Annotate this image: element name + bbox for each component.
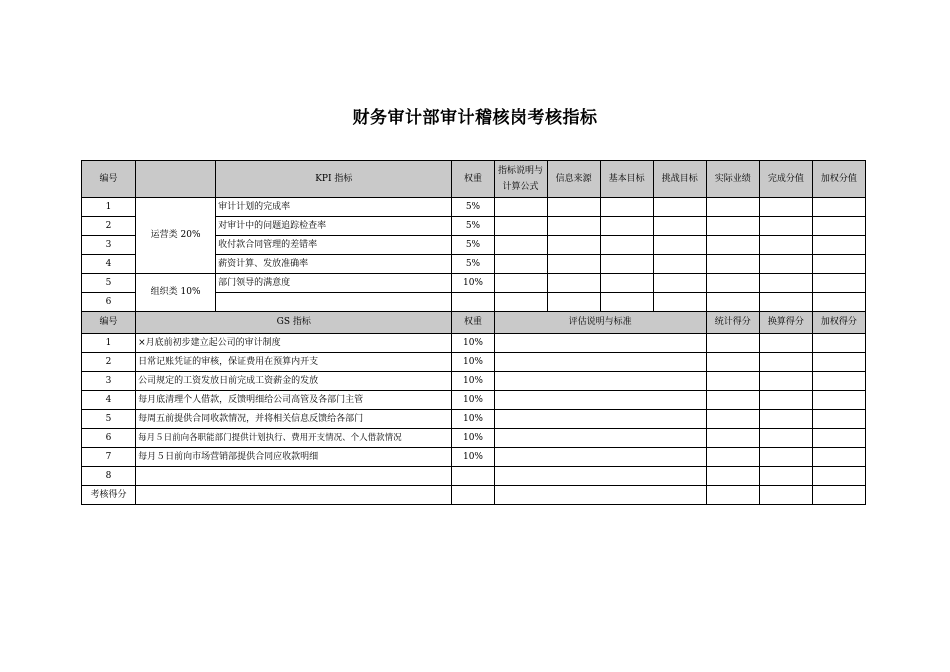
table-row [82,274,866,293]
row-no: 1 [82,334,136,353]
kpi-name: 对审计中的问题追踪检查率 [216,217,452,236]
gs-header-conv: 换算得分 [759,312,812,334]
row-no: 3 [82,372,136,391]
table-row [82,372,866,391]
kpi-weight: 5% [452,236,494,255]
kpi-table [81,160,866,505]
gs-name [136,467,452,486]
kpi-weight: 5% [452,198,494,217]
gs-name: 公司规定的工资发放日前完成工资薪金的发放 [136,372,452,391]
kpi-header-row [82,161,866,198]
table-row [82,391,866,410]
gs-header-weighted: 加权得分 [812,312,865,334]
header-challenge: 挑战目标 [653,161,706,198]
header-source: 信息来源 [547,161,600,198]
kpi-weight [452,293,494,312]
header-weight: 权重 [452,161,494,198]
score-row [82,486,866,505]
gs-name: ×月底前初步建立起公司的审计制度 [136,334,452,353]
gs-weight [452,467,494,486]
gs-name: 每周五前提供合同收款情况，并将相关信息反馈给各部门 [136,410,452,429]
gs-header-no: 编号 [82,312,136,334]
row-no: 2 [82,353,136,372]
table-row [82,410,866,429]
gs-weight: 10% [452,353,494,372]
row-no: 4 [82,391,136,410]
gs-weight: 10% [452,391,494,410]
kpi-weight: 10% [452,274,494,293]
row-no: 5 [82,410,136,429]
gs-weight: 10% [452,410,494,429]
row-no: 5 [82,274,136,293]
header-kpi: KPI 指标 [216,161,452,198]
gs-name: 每月５日前向各职能部门提供计划执行、费用开支情况、个人借款情况 [136,429,452,448]
row-no: 6 [82,293,136,312]
header-actual: 实际业绩 [706,161,759,198]
header-done-score: 完成分值 [759,161,812,198]
gs-header-eval: 评估说明与标准 [494,312,706,334]
header-no: 编号 [82,161,136,198]
gs-header-weight: 权重 [452,312,494,334]
kpi-name: 薪资计算、发放准确率 [216,255,452,274]
table-row [82,353,866,372]
gs-header-row [82,312,866,334]
row-no: 1 [82,198,136,217]
header-explain [494,161,547,198]
gs-weight: 10% [452,429,494,448]
kpi-weight: 5% [452,255,494,274]
score-label: 考核得分 [82,486,136,505]
gs-name: 日常记账凭证的审核，保证费用在预算内开支 [136,353,452,372]
table-row [82,334,866,353]
header-explain-line2: 计算公式 [502,181,539,192]
gs-weight: 10% [452,448,494,467]
gs-name: 每月底清理个人借款，反馈明细给公司高管及各部门主管 [136,391,452,410]
row-no: 3 [82,236,136,255]
row-no: 2 [82,217,136,236]
header-basic: 基本目标 [600,161,653,198]
gs-header-gs: GS 指标 [136,312,452,334]
page-title: 财务审计部审计稽核岗考核指标 [352,108,598,128]
gs-name: 每月５日前向市场营销部提供合同应收款明细 [136,448,452,467]
group-ops: 运营类 20% [136,198,216,274]
header-weighted: 加权分值 [812,161,865,198]
row-no: 6 [82,429,136,448]
kpi-name: 部门领导的满意度 [216,274,452,293]
row-no: 4 [82,255,136,274]
kpi-name: 收付款合同管理的差错率 [216,236,452,255]
group-org: 组织类 10% [136,274,216,312]
row-no: 8 [82,467,136,486]
header-blank [136,161,216,198]
gs-header-stat: 统计得分 [706,312,759,334]
kpi-name: 审计计划的完成率 [216,198,452,217]
table-row [82,448,866,467]
table-row [82,429,866,448]
header-explain-line1: 指标说明与 [498,165,544,176]
kpi-name [216,293,452,312]
gs-weight: 10% [452,372,494,391]
table-row [82,198,866,217]
row-no: 7 [82,448,136,467]
table-row [82,467,866,486]
kpi-weight: 5% [452,217,494,236]
gs-weight: 10% [452,334,494,353]
